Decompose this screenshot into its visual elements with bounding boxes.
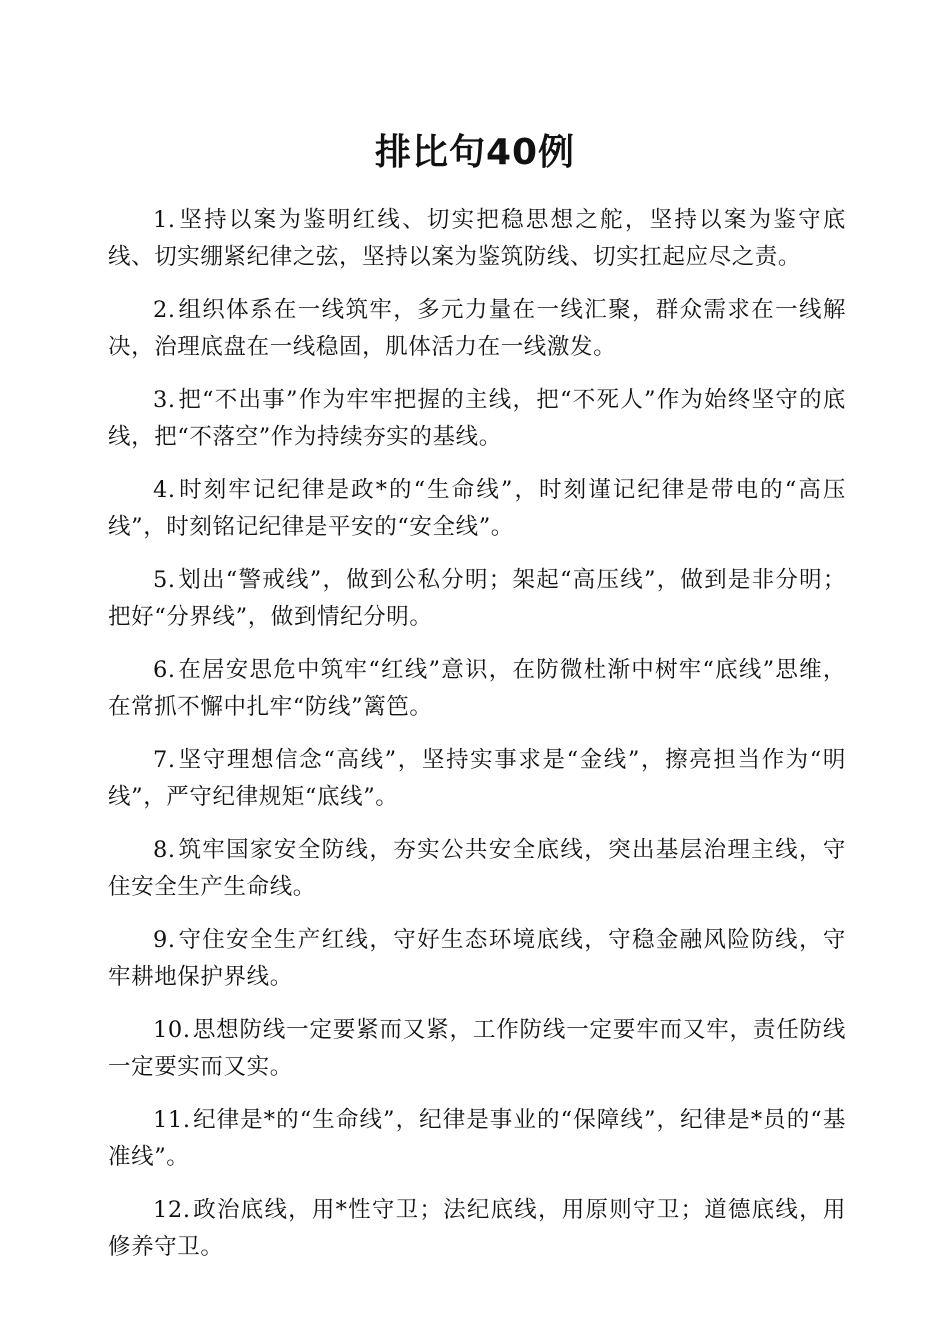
- page-title: 排比句40例: [374, 132, 576, 173]
- item-list: [108, 202, 846, 1282]
- item-number: 7.: [153, 747, 176, 773]
- list-item: [108, 562, 846, 636]
- item-text: 坚守理想信念“高线”，坚持实事求是“金线”，擦亮担当作为“明线”，严守纪律规矩“底线”。: [108, 747, 846, 810]
- item-number: 11.: [153, 1107, 191, 1133]
- item-number: 9.: [153, 927, 176, 953]
- item-text: 时刻牢记纪律是政*的“生命线”，时刻谨记纪律是带电的“高压线”，时刻铭记纪律是平安的“安全线”。: [108, 477, 846, 540]
- item-number: 12.: [153, 1197, 191, 1223]
- item-text: 政治底线，用*性守卫；法纪底线，用原则守卫；道德底线，用修养守卫。: [108, 1197, 846, 1260]
- item-number: 8.: [153, 837, 176, 863]
- item-text: 筑牢国家安全防线，夯实公共安全底线，突出基层治理主线，守住安全生产生命线。: [108, 837, 846, 900]
- list-item: [108, 382, 846, 456]
- list-item: [108, 1012, 846, 1086]
- list-item: [108, 1192, 846, 1266]
- item-text: 在居安思危中筑牢“红线”意识，在防微杜渐中树牢“底线”思维，在常抓不懈中扎牢“防线”篱笆。: [108, 657, 846, 720]
- list-item: [108, 1102, 846, 1176]
- list-item: [108, 472, 846, 546]
- item-number: 1.: [153, 207, 176, 233]
- item-text: 思想防线一定要紧而又紧，工作防线一定要牢而又牢，责任防线一定要实而又实。: [108, 1017, 846, 1080]
- list-item: [108, 742, 846, 816]
- item-text: 纪律是*的“生命线”，纪律是事业的“保障线”，纪律是*员的“基准线”。: [108, 1107, 846, 1170]
- item-text: 坚持以案为鉴明红线、切实把稳思想之舵，坚持以案为鉴守底线、切实绷紧纪律之弦，坚持以案为鉴筑防线、切实扛起应尽之责。: [108, 207, 846, 270]
- item-text: 把“不出事”作为牢牢把握的主线，把“不死人”作为始终坚守的底线，把“不落空”作为持续夯实的基线。: [108, 387, 846, 450]
- item-number: 4.: [153, 477, 176, 503]
- item-number: 10.: [153, 1017, 191, 1043]
- item-number: 2.: [153, 297, 176, 323]
- item-text: 划出“警戒线”，做到公私分明；架起“高压线”，做到是非分明；把好“分界线”，做到情纪分明。: [108, 567, 846, 630]
- item-text: 守住安全生产红线，守好生态环境底线，守稳金融风险防线，守牢耕地保护界线。: [108, 927, 846, 990]
- item-number: 5.: [153, 567, 176, 593]
- list-item: [108, 652, 846, 726]
- list-item: [108, 202, 846, 276]
- list-item: [108, 292, 846, 366]
- item-number: 6.: [153, 657, 176, 683]
- list-item: [108, 922, 846, 996]
- item-number: 3.: [153, 387, 176, 413]
- list-item: [108, 832, 846, 906]
- item-text: 组织体系在一线筑牢，多元力量在一线汇聚，群众需求在一线解决，治理底盘在一线稳固，肌体活力在一线激发。: [108, 297, 846, 360]
